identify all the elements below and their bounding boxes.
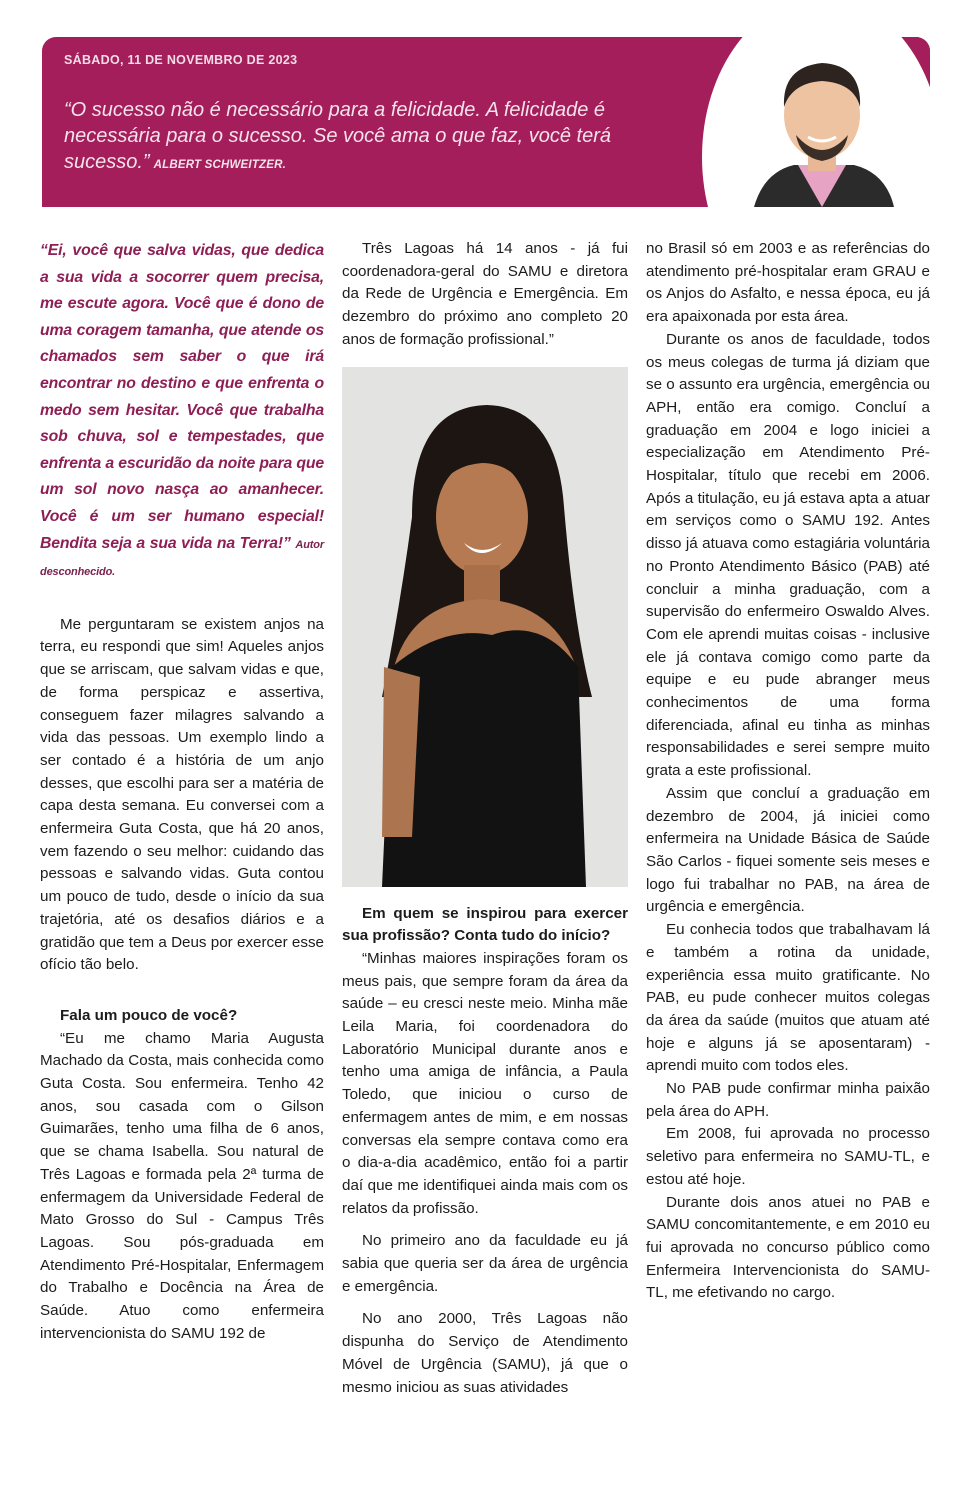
- article-paragraph: No ano 2000, Três Lagoas não dispunha do Serviço de Atendimento Móvel de Urgência (SAMU), já que o mesmo iniciou as suas atividades: [342, 1310, 628, 1396]
- header-banner: [42, 37, 930, 207]
- article-paragraph: Três Lagoas há 14 anos - já fui coordenadora-geral do SAMU e diretora da Rede de Urgência e Emergência. Em dezembro do próximo ano completo 20 anos de formação profissional.”: [342, 240, 628, 348]
- article-paragraph: Assim que concluí a graduação em dezembro de 2004, já iniciei como enfermeira na Unidade Básica de Saúde São Carlos - fiquei somente seis meses e logo fui trabalhar no PAB, na área de urgência e emergência.: [646, 784, 930, 916]
- banner-quote: [64, 97, 674, 178]
- banner-quote-author: ALBERT SCHWEITZER.: [153, 159, 287, 171]
- issue-date: SÁBADO, 11 DE NOVEMBRO DE 2023: [64, 53, 298, 67]
- intro-quote-text: “Ei, você que salva vidas, que dedica a sua vida a socorrer quem precisa, me escute agora. Você que é dono de uma coragem tamanha, que atende os chamados sem saber o que irá encontrar no destino e que enfrenta o medo sem hesitar. Você que trabalha sob chuva, sol e tempestades, que enfrenta a escuridão da noite para que um sol novo nasça ao amanhecer. Você é um ser humano especial! Bendita seja a sua vida na Terra!”: [40, 242, 324, 552]
- banner-quote-text: “O sucesso não é necessário para a felicidade. A felicidade é necessária para o sucesso. Se você ama o que faz, você terá sucesso.”: [64, 99, 611, 173]
- article-paragraph: Eu conhecia todos que trabalhavam lá e também a rotina da unidade, experiência essa muito gratificante. No PAB, eu pude conhecer muitos colegas da área da saúde (muitos que atuam até hoje e alguns já se aposentaram) - aprendi muito com todos eles.: [646, 921, 930, 1075]
- column-3: [646, 238, 930, 1305]
- article-paragraph: Durante os anos de faculdade, todos os meus colegas de turma já diziam que se o assunto era urgência, emergência ou APH, então era comigo. Concluí a graduação em 2004 e logo iniciei a especialização em Atendimento Pré-Hospitalar, título que recebi em 2006. Após a titulação, eu já estava apta a atuar em serviços como o SAMU 192. Antes disso já atuava como estagiária voluntária no Pronto Atendimento Básico (PAB) até concluir a minha graduação, com a supervisão do enfermeiro Oswaldo Alves. Com ele aprendi muitas coisas - inclusive ele já contava comigo como parte da equipe e eu pude abranger meus conhecimentos de uma forma diferenciada, afinal eu tinha as minhas responsabilidades e serei sempre muito grata a este profissional.: [646, 330, 930, 780]
- intro-quote-source: Autor desconhecido.: [40, 538, 324, 579]
- article-paragraph: “Eu me chamo Maria Augusta Machado da Costa, mais conhecida como Guta Costa. Sou enfermeira. Tenho 42 anos, sou casada com o Gilson Guimarães, tenho uma filha de 6 anos, que se chama Isabella. Sou natural de Três Lagoas e formada pela 2ª turma de enfermagem da Universidade Federal de Mato Grosso do Sul - Campus Três Lagoas. Sou pós-graduada em Atendimento Pré-Hospitalar, Enfermagem do Trabalho e Docência na Área de Saúde. Atuo como enfermeira intervencionista do SAMU 192 de: [40, 1029, 324, 1342]
- interview-question: Fala um pouco de você?: [60, 1006, 238, 1024]
- column-2: [342, 238, 628, 1399]
- interviewee-photo: [342, 367, 628, 887]
- intro-quote: [40, 238, 324, 586]
- article-paragraph: no Brasil só em 2003 e as referências do atendimento pré-hospitalar eram GRAU e os Anjos do Asfalto, e nessa época, eu já era apaixonada por esta área.: [646, 240, 930, 326]
- columnist-portrait: [694, 37, 930, 207]
- article-paragraph: Em 2008, fui aprovada no processo seletivo para enfermeira no SAMU-TL, e estou até hoje.: [646, 1125, 930, 1188]
- article-paragraph: No primeiro ano da faculdade eu já sabia que queria ser da área de urgência e emergência.: [342, 1232, 628, 1295]
- interview-question: Em quem se inspirou para exercer sua profissão? Conta tudo do início?: [342, 904, 628, 945]
- article-paragraph: Durante dois anos atuei no PAB e SAMU concomitantemente, e em 2010 eu fui aprovada no concurso público como Enfermeira Intervencionista do SAMU- TL, me efetivando no cargo.: [646, 1193, 930, 1302]
- article-paragraph: No PAB pude confirmar minha paixão pela área do APH.: [646, 1080, 930, 1120]
- column-1: [40, 238, 324, 1346]
- article-paragraph: “Minhas maiores inspirações foram os meus pais, que sempre foram da área da saúde – eu cresci neste meio. Minha mãe Leila Maria, foi coordenadora do Laboratório Municipal durante anos e tenho uma amiga de infância, a Paula Toledo, que iniciou o curso de enfermagem antes de mim, e em nossas conversas ela sempre contava como era o dia-a-dia acadêmico, então foi a partir daí que me identifiquei ainda mais com os relatos da profissão.: [342, 949, 628, 1217]
- article-paragraph: Me perguntaram se existem anjos na terra, eu respondi que sim! Aqueles anjos que se arriscam, que salvam vidas e que, de forma perspicaz e assertiva, conseguem fazer milagres salvando a vida das pessoas. Um exemplo lindo a ser contado é a história de um anjo desses, que escolhi para ser a matéria de capa desta semana. Eu conversei com a enfermeira Guta Costa, que há 20 anos, vem fazendo o seu melhor: cuidando das pessoas e salvando vidas. Guta contou um pouco de tudo, desde o início da sua trajetória, até os desafios diários e a gratidão que tem a Deus por exercer esse ofício tão belo.: [40, 615, 324, 974]
